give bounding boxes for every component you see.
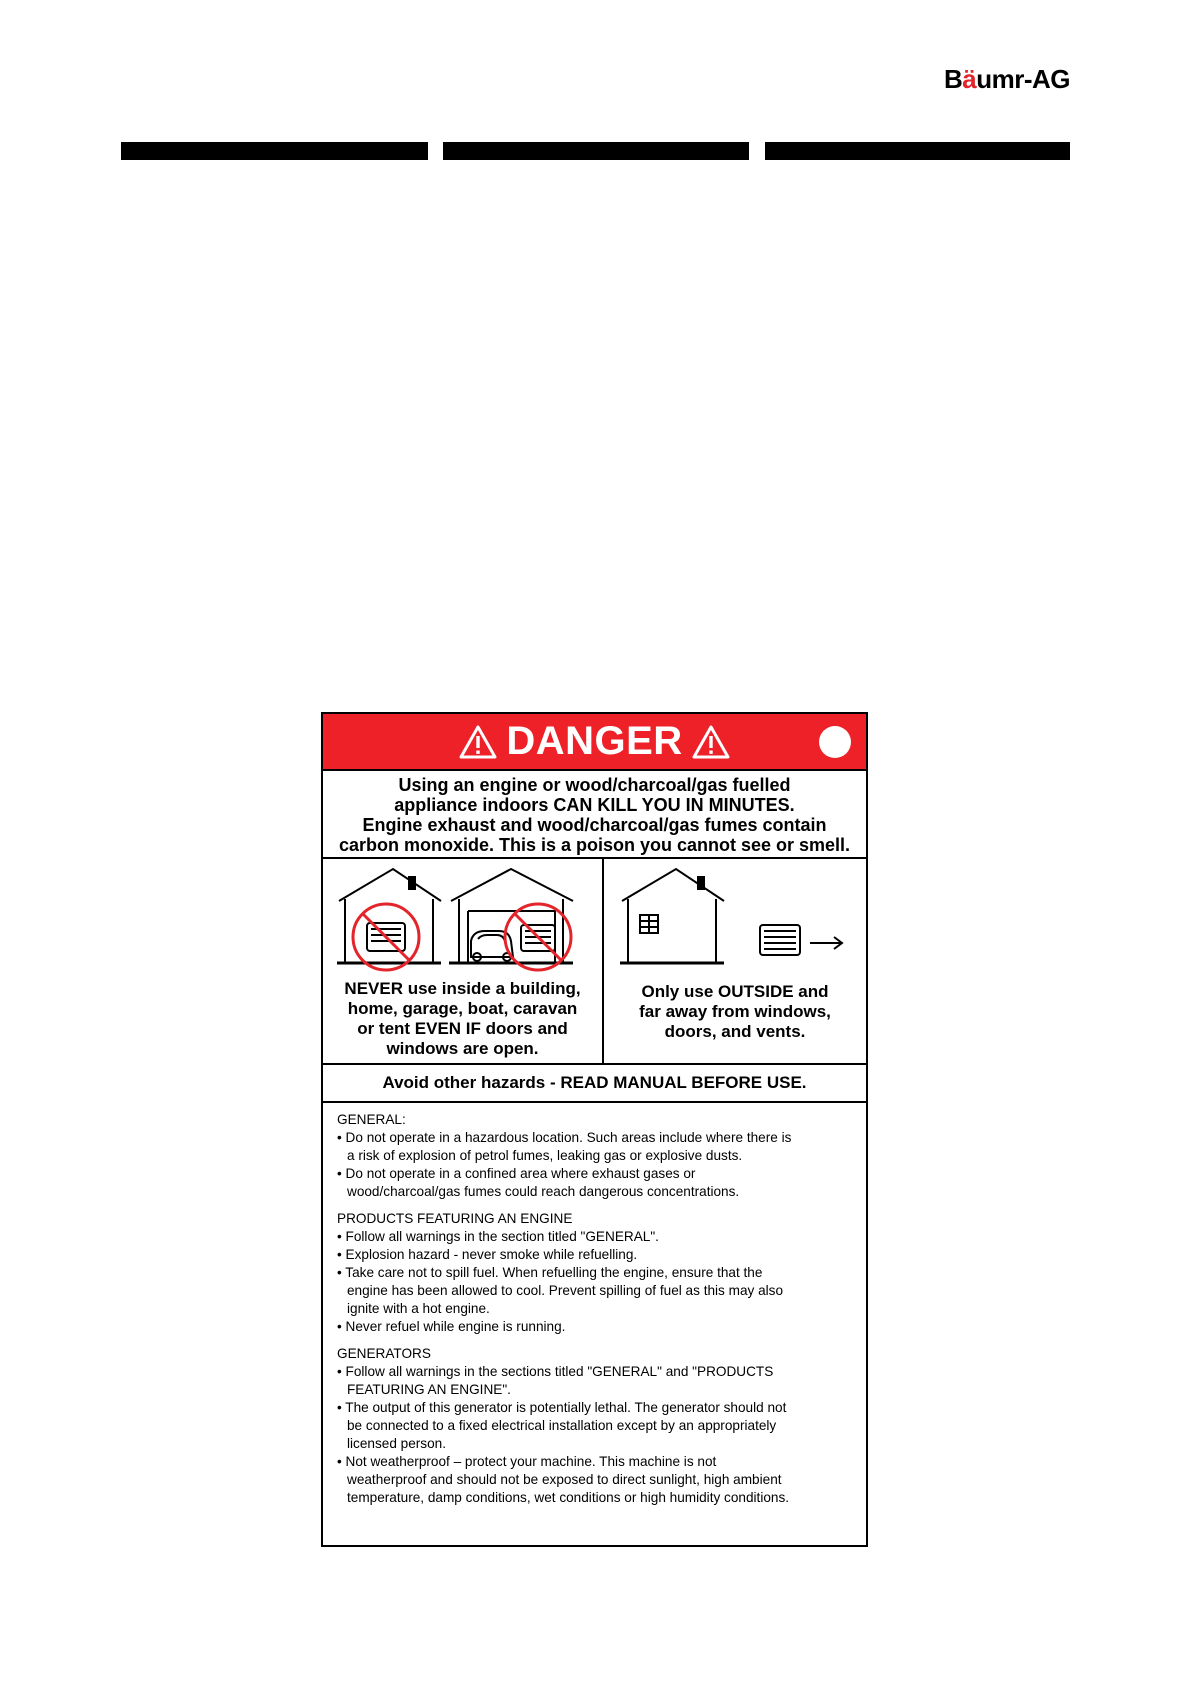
- item-line: engine has been allowed to cool. Prevent spilling of fuel as this may also: [347, 1283, 784, 1298]
- item-line: Follow all warnings in the section titled "GENERAL".: [345, 1229, 659, 1244]
- item-line: licensed person.: [347, 1436, 446, 1451]
- item-line: ignite with a hot engine.: [347, 1301, 490, 1316]
- white-dot-mark: [819, 726, 851, 758]
- list-item: [337, 1246, 852, 1264]
- rules-section-engine: [337, 1210, 852, 1336]
- caption-line: NEVER use inside a building,: [344, 979, 581, 998]
- item-line: temperature, damp conditions, wet conditions or high humidity conditions.: [347, 1490, 790, 1505]
- list-item: [337, 1399, 852, 1453]
- list-item: [337, 1453, 852, 1507]
- item-line: wood/charcoal/gas fumes could reach dangerous concentrations.: [347, 1184, 740, 1199]
- caption-line: or tent EVEN IF doors and: [357, 1019, 568, 1038]
- danger-label: [321, 712, 868, 1547]
- rules-section-generators: [337, 1345, 852, 1507]
- brand-logo: [944, 64, 1070, 95]
- brand-prefix: B: [944, 64, 963, 94]
- list-item: [337, 1264, 852, 1318]
- item-line: Do not operate in a confined area where exhaust gases or: [345, 1166, 696, 1181]
- header-rule-left: [121, 142, 428, 160]
- item-line: be connected to a fixed electrical installation except by an appropriately: [347, 1418, 777, 1433]
- list-item: [337, 1228, 852, 1246]
- warning-triangle-icon: [458, 724, 498, 760]
- item-line: Explosion hazard - never smoke while refuelling.: [345, 1247, 638, 1262]
- header-rule-right: [765, 142, 1070, 160]
- brand-accent: ä: [962, 64, 977, 94]
- section-heading: GENERAL:: [337, 1112, 406, 1127]
- rules-section-general: [337, 1111, 852, 1201]
- caption-line: Only use OUTSIDE and: [641, 982, 829, 1001]
- brand-suffix: umr-AG: [976, 64, 1071, 94]
- intro-line: carbon monoxide. This is a poison you cannot see or smell.: [338, 835, 851, 855]
- intro-warning: [323, 771, 866, 859]
- item-line: Take care not to spill fuel. When refuelling the engine, ensure that the: [345, 1265, 763, 1280]
- section-heading: GENERATORS: [337, 1346, 431, 1361]
- list-item: [337, 1165, 852, 1201]
- intro-line: Using an engine or wood/charcoal/gas fuelled: [398, 775, 791, 795]
- item-line: Not weatherproof – protect your machine. This machine is not: [345, 1454, 717, 1469]
- item-line: Never refuel while engine is running.: [345, 1319, 566, 1334]
- outside-only-caption: [604, 982, 866, 1042]
- outdoor-use-pictogram: [604, 859, 866, 974]
- never-indoors-panel: [323, 859, 604, 1063]
- list-item: [337, 1363, 852, 1399]
- intro-line: appliance indoors CAN KILL YOU IN MINUTES.: [394, 795, 795, 815]
- item-line: a risk of explosion of petrol fumes, leaking gas or explosive dusts.: [347, 1148, 743, 1163]
- list-item: [337, 1318, 852, 1336]
- item-line: FEATURING AN ENGINE".: [347, 1382, 511, 1397]
- safety-rules: [323, 1103, 866, 1507]
- item-line: Follow all warnings in the sections titled "GENERAL" and "PRODUCTS: [345, 1364, 774, 1379]
- header-rule-center: [443, 142, 749, 160]
- read-manual-notice: Avoid other hazards - READ MANUAL BEFORE USE.: [323, 1065, 866, 1103]
- section-heading: PRODUCTS FEATURING AN ENGINE: [337, 1211, 573, 1226]
- warning-triangle-icon: [691, 724, 731, 760]
- outside-only-panel: [604, 859, 866, 1063]
- pictogram-row: [323, 859, 866, 1065]
- item-line: weatherproof and should not be exposed to direct sunlight, high ambient: [347, 1472, 782, 1487]
- caption-line: home, garage, boat, caravan: [347, 999, 578, 1018]
- danger-banner: [323, 714, 866, 771]
- caption-line: far away from windows,: [639, 1002, 831, 1021]
- indoor-prohibited-pictogram: [323, 859, 602, 974]
- list-item: [337, 1129, 852, 1165]
- never-indoors-caption: [323, 979, 602, 1059]
- caption-line: doors, and vents.: [664, 1022, 806, 1041]
- intro-line: Engine exhaust and wood/charcoal/gas fumes contain: [362, 815, 827, 835]
- item-line: The output of this generator is potentially lethal. The generator should not: [345, 1400, 787, 1415]
- danger-title: DANGER: [506, 719, 683, 763]
- item-line: Do not operate in a hazardous location. Such areas include where there is: [345, 1130, 792, 1145]
- caption-line: windows are open.: [386, 1039, 539, 1058]
